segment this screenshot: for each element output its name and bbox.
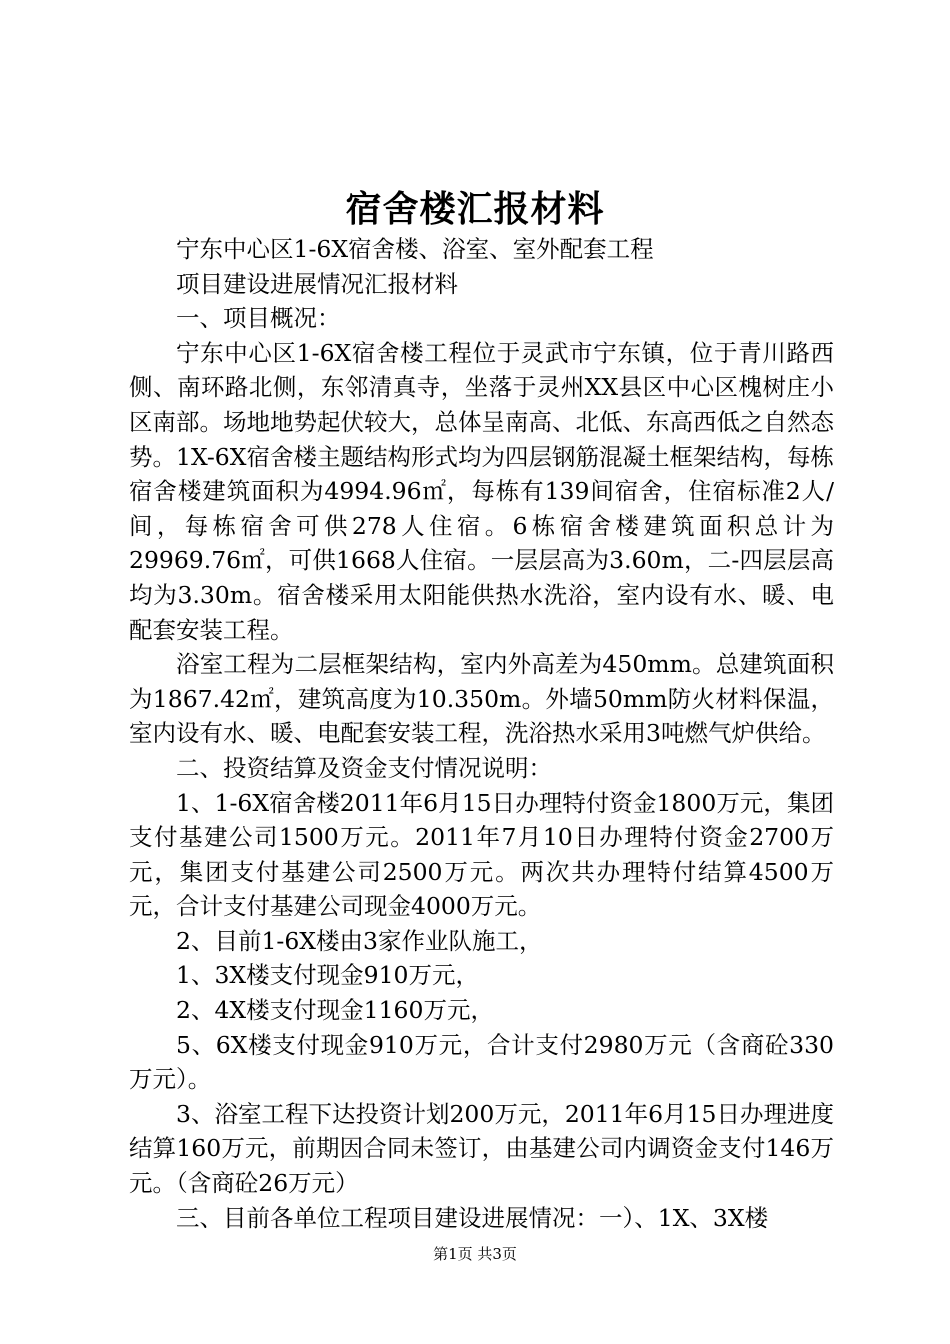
paragraph-investment-item-3: 3、浴室工程下达投资计划200万元，2011年6月15日办理进度结算160万元，前期因合同未签订，由基建公司内调资金支付146万元。（含商砼26万元）: [129, 1099, 834, 1198]
paragraph-investment-item-1: 1、1-6X宿舍楼2011年6月15日办理特付资金1800万元，集团支付基建公司1500万元。2011年7月10日办理特付资金2700万元，集团支付基建公司2500万元。两次共办理特付结算4500万元，合计支付基建公司现金4000万元。: [129, 788, 834, 921]
paragraph-payment-6x: 5、6X楼支付现金910万元，合计支付2980万元（含商砼330万元）。: [129, 1030, 834, 1094]
paragraph-report-subtitle: 项目建设进展情况汇报材料: [176, 269, 458, 298]
paragraph-investment-item-2: 2、目前1-6X楼由3家作业队施工，: [176, 926, 543, 955]
page-footer: 第1页 共3页: [433, 1245, 517, 1263]
paragraph-dormitory-overview: 宁东中心区1-6X宿舍楼工程位于灵武市宁东镇，位于青川路西侧、南环路北侧，东邻清真寺，坐落于灵州XX县区中心区槐树庄小区南部。场地地势起伏较大，总体呈南高、北低、东高西低之自然态势。1X-6X宿舍楼主题结构形式均为四层钢筋混凝土框架结构，每栋宿舍楼建筑面积为4994.96㎡，每栋有139间宿舍，住宿标准2人/间，每栋宿舍可供278人住宿。6栋宿舍楼建筑面积总计为29969.76㎡，可供1668人住宿。一层层高为3.60m，二-四层层高均为3.30m。宿舍楼采用太阳能供热水洗浴，室内设有水、暖、电配套安装工程。: [129, 338, 834, 644]
document-body: [129, 232, 834, 1235]
paragraph-bathhouse-overview: 浴室工程为二层框架结构，室内外高差为450mm。总建筑面积为1867.42㎡，建筑高度为10.350m。外墙50mm防火材料保温，室内设有水、暖、电配套安装工程，洗浴热水采用3吨燃气炉供给。: [129, 650, 834, 748]
paragraph-project-name: 宁东中心区1-6X宿舍楼、浴室、室外配套工程: [176, 235, 654, 263]
paragraph-payment-4x: 2、4X楼支付现金1160万元，: [176, 996, 494, 1025]
section-heading-investment: 二、投资结算及资金支付情况说明：: [176, 753, 552, 782]
section-heading-progress: 三、目前各单位工程项目建设进展情况：一）、1X、3X楼: [176, 1203, 769, 1232]
section-heading-overview: 一、项目概况：: [176, 304, 341, 333]
paragraph-payment-3x: 1、3X楼支付现金910万元，: [176, 961, 479, 990]
document-title: 宿舍楼汇报材料: [345, 188, 605, 230]
